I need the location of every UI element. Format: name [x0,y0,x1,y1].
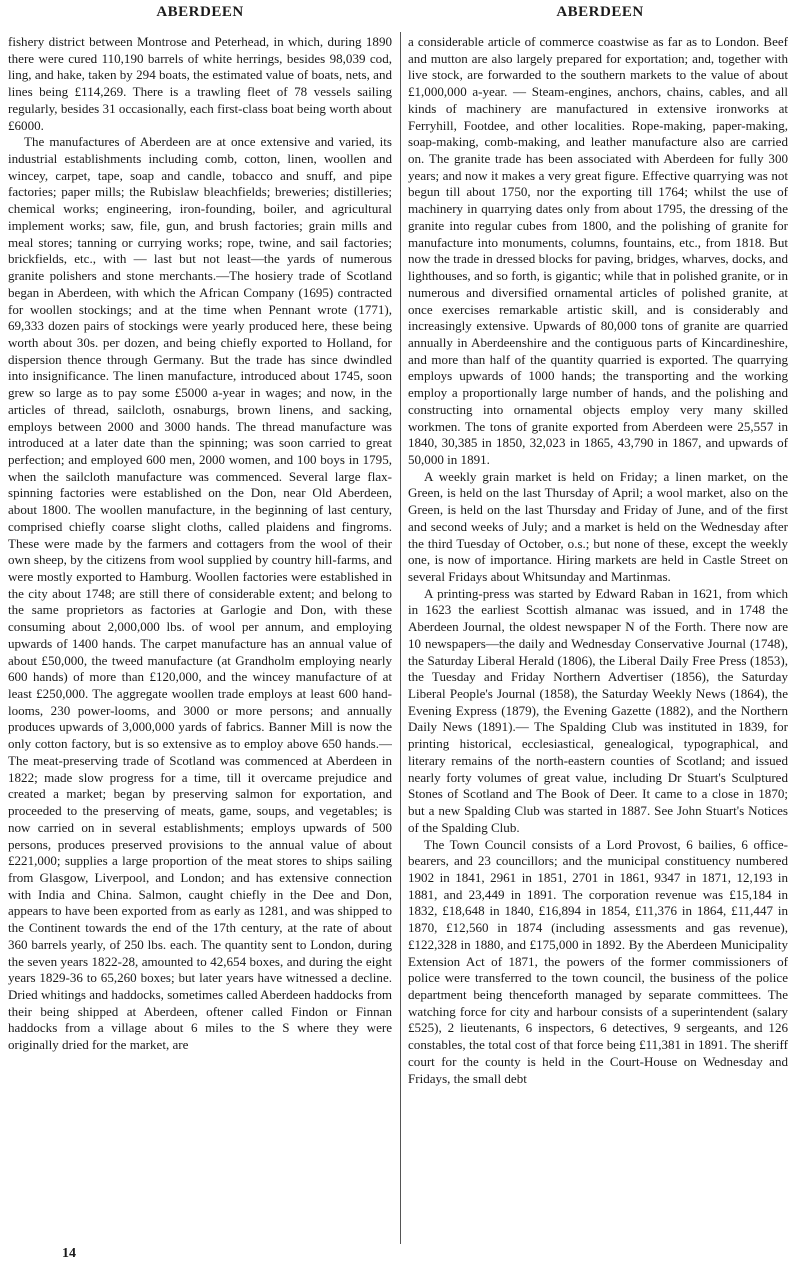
paragraph: a considerable article of commerce coastwise as far as to London. Beef and mutton are also largely prepared for exportation; and, together with live stock, are forwarded to the southern markets to the value of about £1,000,000 a-year. — Steam-engines, anchors, chains, cables, and all kinds of machinery are manufactured in extensive ironworks at Ferryhill, Footdee, and other localities. Rope-making, paper-making, soap-making, comb-making, and leather manufacture also are carried on. The granite trade has been associated with Aberdeen for fully 300 years; and now it makes a very great figure. Effective quarrying was not begun till about 1750, nor the exporting till 1764; whilst the use of machinery in quarrying dates only from about 1795, the dressing of the granite into regular cubes from 1800, and the polishing of granite for manufacture into monuments, columns, fountains, etc., from 1818. But now the trade in dressed blocks for paving, bridges, wharves, docks, and lighthouses, and so forth, is gigantic; while that in polished granite, or in numerous and diversified ornamental articles of polished granite, at once exercises remarkable artistic skill, and is considerably and increasingly extensive. Upwards of 80,000 tons of granite are quarried annually in Aberdeenshire and the contiguous parts of Kincardineshire, and more than half of the quantity quarried is exported. The quarrying employs upwards of 1000 hands; the transporting and the working employ a proportionally large number of hands, and the polishing and constructing into ornamental objects employ very many skilled workmen. The tons of granite exported from Aberdeen were 25,557 in 1840, 30,385 in 1850, 32,023 in 1865, 43,790 in 1867, and upwards of 50,000 in 1891. [408,34,788,467]
paragraph: A printing-press was started by Edward Raban in 1621, from which in 1623 the earliest Scottish almanac was issued, and in 1748 the Aberdeen Journal, the oldest newspaper N of the Forth. There now are 10 newspapers—the daily and Wednesday Conservative Journal (1748), the Saturday Liberal Herald (1806), the Liberal Daily Free Press (1853), the Tuesday and Friday Northern Advertiser (1856), the Saturday Liberal People's Journal (1858), the Saturday Weekly News (1864), the Evening Express (1879), the Evening Gazette (1882), and the Northern Daily News (1891).— The Spalding Club was instituted in 1839, for printing historical, ecclesiastical, genealogical, typographical, and literary remains of the north-eastern counties of Scotland; and issued nearly forty volumes of great value, including Dr Stuart's Sculptured Stones of Scotland and The Book of Deer. It came to a close in 1870; but a new Spalding Club was started in 1887. See John Stuart's Notices of the Spalding Club. [408,585,788,835]
right-column [408,34,788,1244]
paragraph: fishery district between Montrose and Peterhead, in which, during 1890 there were cured 110,190 barrels of white herrings, besides 98,039 cod, ling, and hake, taken by 294 boats, the estimated value of boats, nets, and lines being £114,269. There is a trawling fleet of 78 vessels sailing regularly, besides 31 occasionally, each first-class boat being worth about £6000. [8,34,392,133]
paragraph: A weekly grain market is held on Friday; a linen market, on the Green, is held on the last Thursday of April; a wool market, also on the Green, is held on the last Thursday and Friday of June, and of the first and second weeks of July; and a market is held on the Wednesday after the third Tuesday of October, o.s.; but none of these, except the weekly one, is now of importance. Hiring markets are held in Castle Street on several Fridays about Whitsunday and Martinmas. [408,468,788,584]
paragraph: The Town Council consists of a Lord Provost, 6 bailies, 6 office-bearers, and 23 councillors; and the municipal constituency numbered 1902 in 1841, 2961 in 1851, 2701 in 1861, 9347 in 1871, 12,193 in 1881, and 23,449 in 1891. The corporation revenue was £15,184 in 1832, £18,648 in 1840, £16,894 in 1854, £11,376 in 1864, £11,447 in 1870, £12,560 in 1874 (including assessments and gas revenue), £122,328 in 1880, and £175,000 in 1892. By the Aberdeen Municipality Extension Act of 1871, the powers of the former commissioners of police were transferred to the town council, the business of the police department being thenceforth managed by separate committees. The watching force for city and harbour consists of a superintendent (salary £525), 2 lieutenants, 6 inspectors, 6 detectives, 9 sergeants, and 126 constables, the total cost of that force being £11,381 in 1891. The sheriff court for the county is held in the Court-House on Wednesday and Fridays, the small debt [408,836,788,1086]
left-column [8,34,392,1244]
running-head-right: ABERDEEN [556,4,644,20]
page-number: 14 [62,1246,76,1261]
column-divider [400,32,401,1244]
running-head-left: ABERDEEN [156,4,244,20]
paragraph: The manufactures of Aberdeen are at once extensive and varied, its industrial establishments including comb, cotton, linen, woollen and wincey, carpet, tape, soap and candle, tobacco and snuff, and pipe factories; paper mills; the Rubislaw bleachfields; breweries; distilleries; chemical works; engineering, iron-founding, boiler, and agricultural implement works; saw, file, gun, and brush factories; grain mills and meal stores; tanning or currying works; rope, twine, and sail factories; brickfields, etc., with — last but not least—the yards of numerous granite polishers and stone merchants.—The hosiery trade of Scotland began in Aberdeen, with which the African Company (1695) contracted for woollen stockings; and at the time when Pennant wrote (1771), 69,333 dozen pairs of stockings were yearly produced here, these being worth about 30s. per dozen, and being chiefly exported to Holland, for dispersion thence through Germany. But the trade has since dwindled into insignificance. The linen manufacture, introduced about 1745, soon grew so large as to pay some £5000 a-year in wages; and now, in the articles of thread, sailcloth, osnaburgs, brown linens, and sacking, employs between 2000 and 3000 hands. The thread manufacture was introduced at a later date than the spinning; was soon carried to great perfection; and employed 600 men, 2000 women, and 100 boys in 1795, when the sailcloth manufacture was commenced. Several large flax-spinning factories were established on the Don, near Old Aberdeen, about 1800. The woollen manufacture, in the beginning of last century, comprised chiefly coarse slight cloths, called plaidens and fingroms. These were made by the farmers and cottagers from the wool of their own sheep, by the citizens from wool supplied by country hill-farms, and were mostly exported to Hamburg. Woollen factories were established in the city about 1748; are still there of considerable extent; and belong to the same proprietors as factories at Garlogie and Don, with these consuming about 2,000,000 lbs. of wool per annum, and employing upwards of 1400 hands. The carpet manufacture has an annual value of about £50,000, the tweed manufacture (at Grandholm employing nearly 600 hands) of more than £120,000, and the wincey manufacture of at least £250,000. The aggregate woollen trade employs at least 600 hand-looms, 230 power-looms, and 3000 or more persons; and annually produces upwards of 3,000,000 yards of fabrics. Banner Mill is now the only cotton factory, but is so extensive as to employ above 650 hands.—The meat-preserving trade of Scotland was commenced at Aberdeen in 1822; made slow progress for a time, till it overcame prejudice and created a market; began by preserving salmon for exportation, and proceeded to the preserving of meats, game, soups, and vegetables; is now carried on in several establishments; employs upwards of 500 persons, produces preserved provisions to the annual value of about £221,000; supplies a large proportion of the meat stores to ships sailing from Glasgow, Liverpool, and London; and has extensive connection with India and China. Salmon, caught chiefly in the Dee and Don, appears to have been exported from as early as 1281, and was shipped to the Continent towards the end of the 17th century, at the rate of about 360 barrels yearly, of 250 lbs. each. The quantity sent to London, during the seven years 1822-28, amounted to 42,654 boxes, and during the eight years 1829-36 to 65,260 boxes; but later years have witnessed a decline. Dried whitings and haddocks, sometimes called Aberdeen haddocks from their being shipped at Aberdeen, oftener called Findon or Finnan haddocks from a village about 6 miles to the S where they were originally dried for the market, are [8,134,392,1053]
